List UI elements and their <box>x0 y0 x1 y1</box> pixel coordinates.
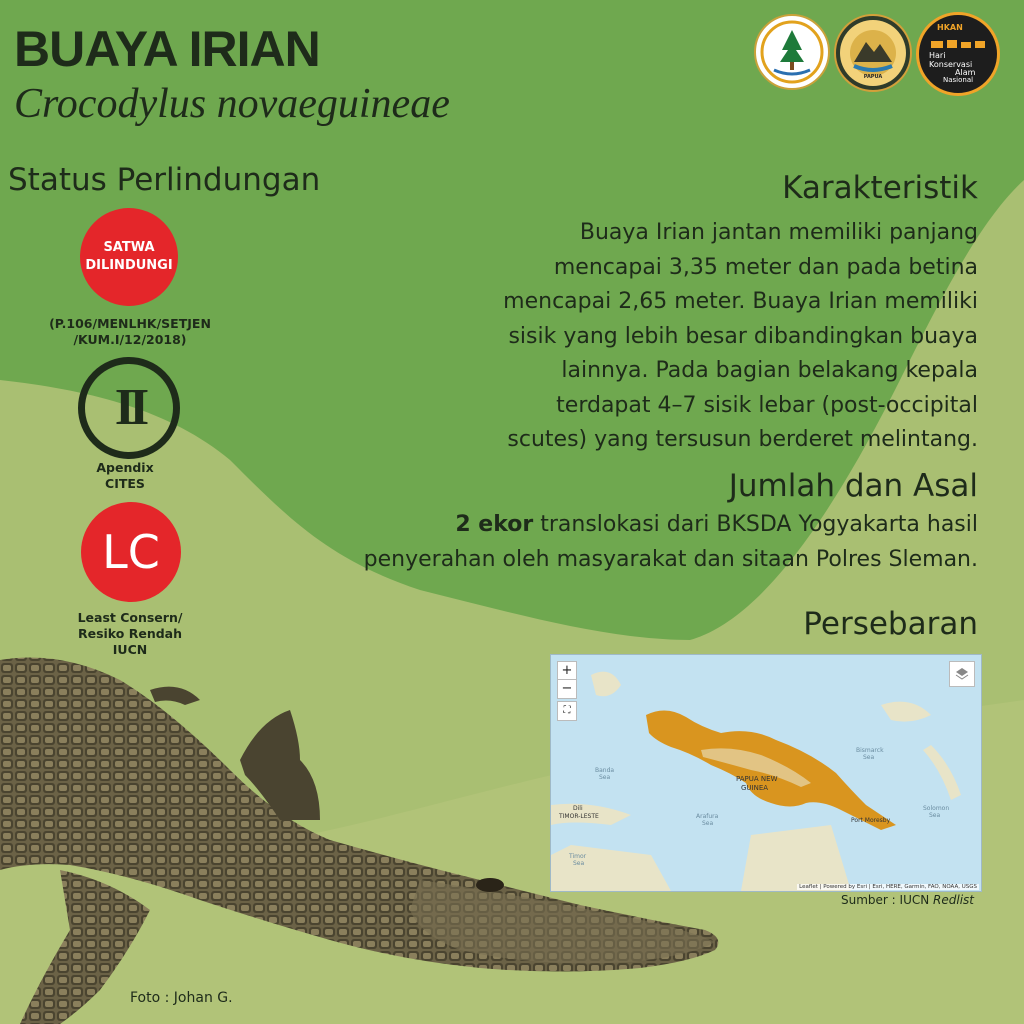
karakteristik-text <box>358 216 978 458</box>
map-label-dili: Dili <box>573 805 583 812</box>
hkan-line3: Alam <box>955 68 976 77</box>
crocodile-photo <box>0 650 740 1024</box>
zoom-out-button[interactable]: − <box>557 679 577 699</box>
map-label-arafura-sea: Sea <box>702 820 714 827</box>
map-label-solomon: Solomon <box>923 805 950 812</box>
cites-label-line1: Apendix <box>96 460 154 475</box>
hkan-top-text: HKAN <box>937 23 963 32</box>
map-source-italic: Redlist <box>933 893 974 907</box>
bbksda-papua-logo <box>834 14 912 92</box>
map-label-solomon-sea: Sea <box>929 812 941 819</box>
cites-label <box>70 460 180 492</box>
map-label-bismarck-sea: Sea <box>863 754 875 761</box>
karakteristik-heading: Karakteristik <box>782 170 978 206</box>
zoom-in-button[interactable]: + <box>557 661 577 681</box>
map-label-timor-sea: Sea <box>573 860 585 867</box>
protected-badge-line2: DILINDUNGI <box>85 258 173 273</box>
bbksda-bottom-text: PAPUA <box>863 74 883 80</box>
jumlah-heading: Jumlah dan Asal <box>728 468 978 504</box>
map-label-banda: Banda <box>595 767 615 774</box>
iucn-lc-badge <box>81 502 181 602</box>
map-label-port-moresby: Port Moresby <box>851 817 891 824</box>
regulation-text <box>30 316 230 348</box>
cites-badge <box>78 357 180 459</box>
scientific-name: Crocodylus novaeguineae <box>14 81 450 127</box>
ministry-logo <box>754 14 830 90</box>
karakteristik-line: Buaya Irian jantan memiliki panjang <box>579 220 978 245</box>
map-label-timor: Timor <box>569 853 587 860</box>
fullscreen-button[interactable]: ⛶ <box>557 701 577 721</box>
karakteristik-line: mencapai 2,65 meter. Buaya Irian memiliki <box>503 289 978 314</box>
layers-icon <box>954 666 970 682</box>
tree-icon <box>756 16 828 88</box>
hkan-line1: Hari <box>929 51 946 60</box>
hkan-logo <box>916 12 1000 96</box>
karakteristik-line: scutes) yang tersusun berderet melintang. <box>507 427 978 452</box>
map-label-timor-leste: TIMOR-LESTE <box>559 813 599 820</box>
karakteristik-line: mencapai 3,35 meter dan pada betina <box>553 254 978 280</box>
iucn-label-line3: IUCN <box>112 642 148 657</box>
map-label-banda-sea: Sea <box>599 774 611 781</box>
map-label-arafura: Arafura <box>696 813 719 820</box>
jumlah-line1 <box>218 508 978 543</box>
regulation-line1: (P.106/MENLHK/SETJEN <box>49 316 211 331</box>
persebaran-heading: Persebaran <box>803 606 978 642</box>
cites-symbol: II <box>114 379 144 436</box>
jumlah-count: 2 ekor <box>455 512 534 537</box>
page-title: BUAYA IRIAN <box>14 21 320 77</box>
map-label-guinea: GUINEA <box>741 784 769 792</box>
animals-icon <box>929 37 987 51</box>
iucn-label-line2: Resiko Rendah <box>77 626 183 641</box>
jumlah-line1-rest: translokasi dari BKSDA Yogyakarta hasil <box>533 512 978 537</box>
karakteristik-line: terdapat 4–7 sisik lebar (post-occipital <box>556 392 978 418</box>
protected-badge <box>80 208 178 306</box>
iucn-label-line1: Least Consern/ <box>77 610 183 625</box>
map-attribution[interactable]: Leaflet | Powered by Esri | Esri, HERE, Garmin, FAO, NOAA, USGS <box>799 884 977 890</box>
photo-credit: Foto : Johan G. <box>130 990 233 1006</box>
layers-button[interactable] <box>949 661 975 687</box>
karakteristik-line: sisik yang lebih besar dibandingkan buaya <box>508 323 978 349</box>
jumlah-text <box>218 508 978 577</box>
status-heading: Status Perlindungan <box>8 162 321 198</box>
hkan-line4: Nasional <box>943 76 974 84</box>
map-source-prefix: Sumber : IUCN <box>841 893 934 907</box>
jumlah-line2: penyerahan oleh masyarakat dan sitaan Polres Sleman. <box>363 546 978 572</box>
iucn-lc-symbol: LC <box>102 525 160 579</box>
cites-label-line2: CITES <box>105 476 145 491</box>
hkan-line2: Konservasi <box>929 60 973 69</box>
map-label-papua: PAPUA NEW <box>736 775 778 783</box>
karakteristik-line: lainnya. Pada bagian belakang kepala <box>561 358 978 383</box>
regulation-line2: /KUM.I/12/2018) <box>73 332 187 347</box>
map-label-bismarck: Bismarck <box>856 747 884 754</box>
protected-badge-line1: SATWA <box>103 240 155 255</box>
map-source <box>841 893 974 907</box>
